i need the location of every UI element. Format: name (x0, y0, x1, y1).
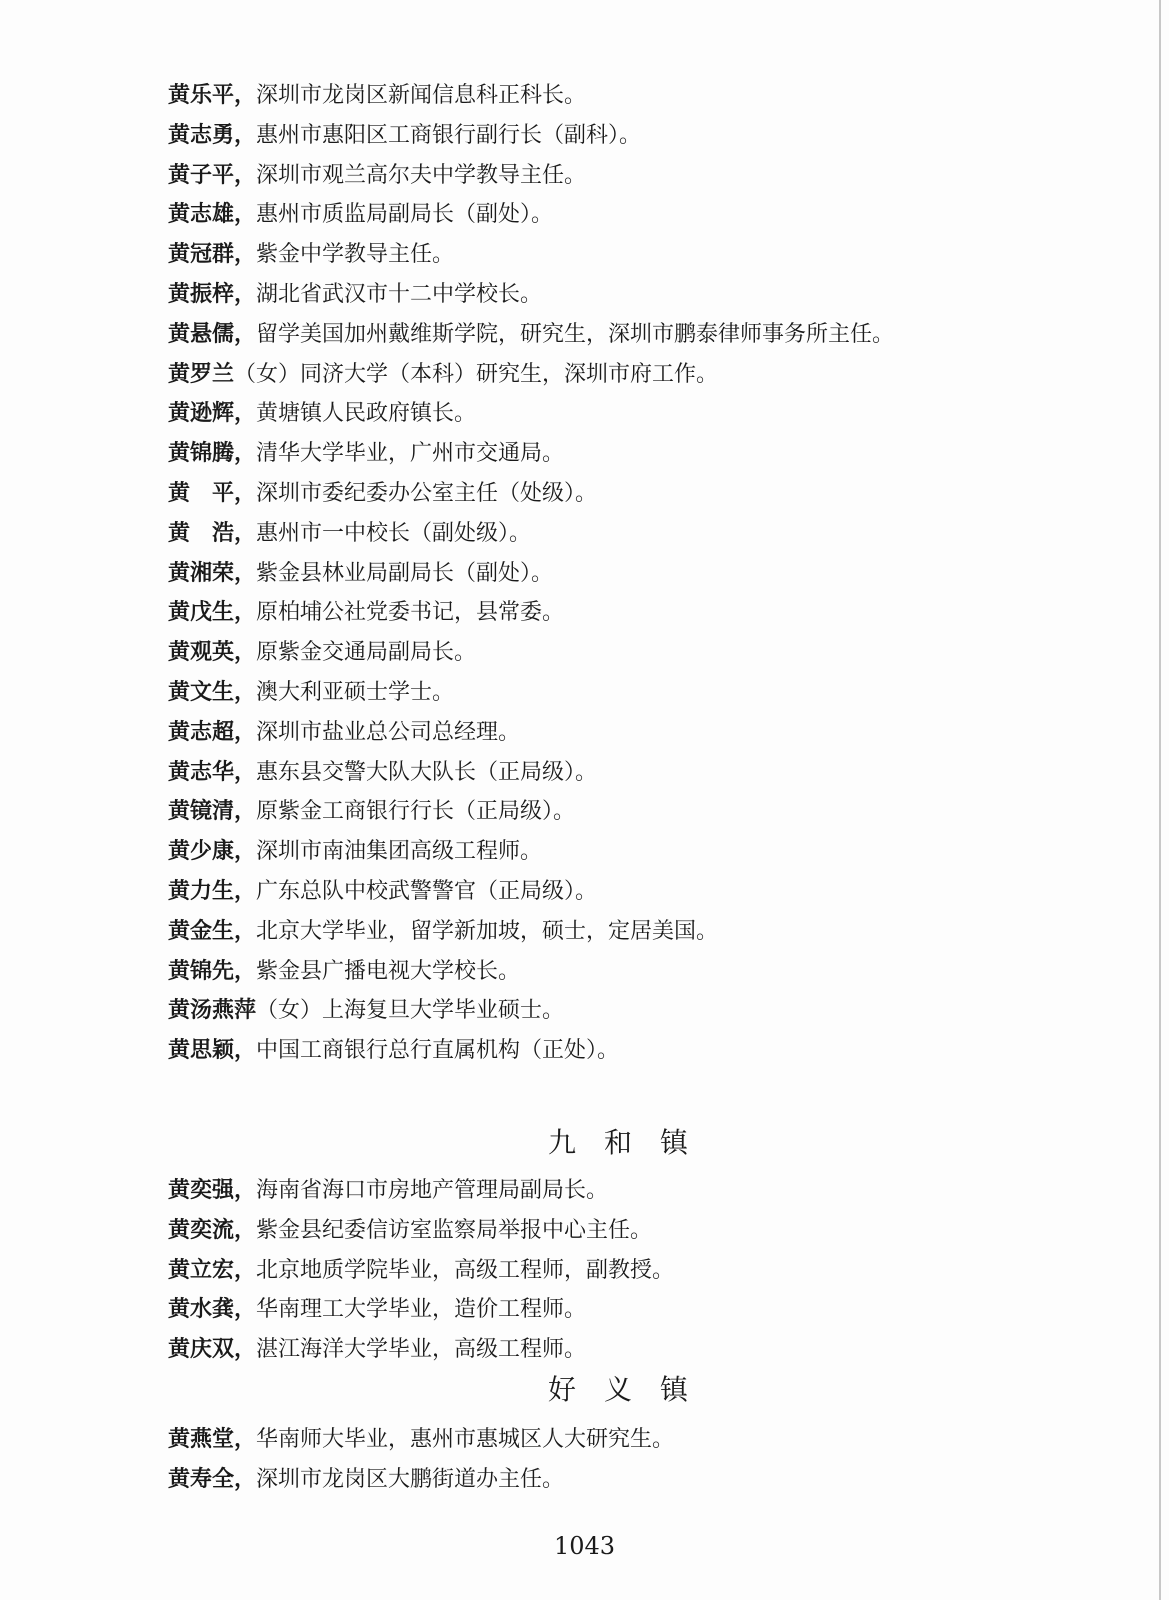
list-item: 黄志雄，惠州市质监局副局长（副处）。 (168, 201, 554, 228)
person-description: （女）上海复旦大学毕业硕士。 (256, 998, 565, 1024)
list-item: 黄思颖，中国工商银行总行直属机构（正处）。 (168, 1037, 620, 1064)
list-item: 黄志超，深圳市盐业总公司总经理。 (168, 718, 521, 745)
person-description: 深圳市南油集团高级工程师。 (256, 839, 543, 865)
person-description: 惠州市惠阳区工商银行副行长（副科）。 (256, 122, 642, 148)
list-item: 黄 浩，惠州市一中校长（副处级）。 (168, 519, 532, 546)
person-description: 原柏埔公社党委书记，县常委。 (256, 600, 565, 626)
person-name: 黄燕堂 (168, 1425, 235, 1452)
section-heading-jiuhe: 九和镇 (547, 1125, 716, 1159)
section-main (168, 76, 1068, 1071)
person-description: 北京地质学院毕业，高级工程师，副教授。 (256, 1257, 675, 1283)
person-name: 黄悬儒 (168, 320, 235, 347)
person-description: 留学美国加州戴维斯学院，研究生，深圳市鹏泰律师事务所主任。 (256, 321, 895, 347)
list-item: 黄戊生，原柏埔公社党委书记，县常委。 (168, 599, 565, 626)
list-item: 黄力生，广东总队中校武警警官（正局级）。 (168, 877, 598, 904)
section-haoyi (168, 1420, 1068, 1500)
list-item: 黄寿全，深圳市龙岗区大鹏街道办主任。 (168, 1465, 565, 1492)
person-name: 黄振梓 (168, 280, 235, 307)
person-description: 深圳市盐业总公司总经理。 (256, 719, 521, 745)
person-description: 深圳市委纪委办公室主任（处级）。 (256, 480, 598, 506)
list-item: 黄乐平，深圳市龙岗区新闻信息科正科长。 (168, 82, 587, 108)
section-jiuhe (168, 1171, 1068, 1370)
person-name: 黄奕强 (168, 1176, 235, 1203)
person-name: 黄湘荣 (168, 559, 235, 586)
list-item: 黄振梓，湖北省武汉市十二中学校长。 (168, 280, 543, 307)
person-name: 黄冠群 (168, 241, 235, 268)
person-name: 黄志华 (168, 758, 235, 785)
person-name: 黄志雄 (168, 201, 235, 228)
person-description: 北京大学毕业，留学新加坡，硕士，定居美国。 (256, 918, 719, 944)
list-item: 黄锦腾，清华大学毕业，广州市交通局。 (168, 440, 565, 467)
person-description: 原紫金交通局副局长。 (256, 640, 477, 666)
page-number: 1043 (553, 1532, 616, 1560)
person-description: 紫金县纪委信访室监察局举报中心主任。 (256, 1217, 653, 1243)
list-item: 黄逊辉，黄塘镇人民政府镇长。 (168, 400, 477, 427)
list-item: 黄金生，北京大学毕业，留学新加坡，硕士，定居美国。 (168, 917, 719, 944)
person-name: 黄志勇 (168, 121, 235, 148)
person-name: 黄立宏 (168, 1256, 235, 1283)
list-item: 黄志华，惠东县交警大队大队长（正局级）。 (168, 758, 598, 785)
section-heading-haoyi: 好义镇 (547, 1372, 716, 1406)
person-name: 黄寿全 (168, 1465, 235, 1492)
list-item: 黄子平，深圳市观兰高尔夫中学教导主任。 (168, 161, 587, 188)
person-description: 中国工商银行总行直属机构（正处）。 (256, 1038, 620, 1064)
person-description: 湖北省武汉市十二中学校长。 (256, 281, 543, 307)
list-item: 黄文生，澳大利亚硕士学士。 (168, 678, 455, 705)
person-description: 紫金中学教导主任。 (256, 242, 455, 268)
person-name: 黄文生 (168, 678, 235, 705)
scan-edge-line (1159, 0, 1161, 1600)
list-item: 黄锦先，紫金县广播电视大学校长。 (168, 957, 521, 984)
person-description: 深圳市龙岗区新闻信息科正科长。 (256, 83, 587, 108)
person-name: 黄锦腾 (168, 440, 235, 467)
person-name: 黄志超 (168, 718, 235, 745)
list-item: 黄冠群，紫金中学教导主任。 (168, 241, 455, 268)
person-description: 广东总队中校武警警官（正局级）。 (256, 878, 598, 904)
list-item: 黄奕流，紫金县纪委信访室监察局举报中心主任。 (168, 1216, 653, 1243)
list-item: 黄少康，深圳市南油集团高级工程师。 (168, 838, 543, 865)
person-description: 清华大学毕业，广州市交通局。 (256, 441, 565, 467)
person-name: 黄少康 (168, 838, 235, 865)
list-item: 黄湘荣，紫金县林业局副局长（副处）。 (168, 559, 554, 586)
person-name: 黄戊生 (168, 599, 235, 626)
person-name: 黄镜清 (168, 798, 235, 825)
person-name: 黄逊辉 (168, 400, 235, 427)
list-item: 黄志勇，惠州市惠阳区工商银行副行长（副科）。 (168, 121, 642, 148)
person-description: 华南师大毕业，惠州市惠城区人大研究生。 (256, 1426, 675, 1452)
person-description: 惠州市质监局副局长（副处）。 (256, 202, 554, 228)
person-name: 黄金生 (168, 917, 235, 944)
person-name: 黄水龚 (168, 1296, 235, 1323)
person-description: 惠东县交警大队大队长（正局级）。 (256, 759, 598, 785)
list-item: 黄燕堂，华南师大毕业，惠州市惠城区人大研究生。 (168, 1425, 675, 1452)
list-item: 黄悬儒，留学美国加州戴维斯学院，研究生，深圳市鹏泰律师事务所主任。 (168, 320, 895, 347)
document-content (168, 76, 1068, 1500)
person-name: 黄 平 (168, 479, 235, 506)
list-item: 黄奕强，海南省海口市房地产管理局副局长。 (168, 1176, 609, 1203)
person-description: 华南理工大学毕业，造价工程师。 (256, 1297, 587, 1323)
person-name: 黄力生 (168, 877, 235, 904)
person-name: 黄 浩 (168, 519, 235, 546)
person-description: 惠州市一中校长（副处级）。 (256, 520, 532, 546)
person-description: 原紫金工商银行行长（正局级）。 (256, 799, 576, 825)
list-item: 黄镜清，原紫金工商银行行长（正局级）。 (168, 798, 576, 825)
person-name: 黄乐平 (168, 82, 235, 108)
person-description: 深圳市观兰高尔夫中学教导主任。 (256, 162, 587, 188)
person-name: 黄奕流 (168, 1216, 235, 1243)
person-description: 深圳市龙岗区大鹏街道办主任。 (256, 1466, 565, 1492)
list-item: 黄观英，原紫金交通局副局长。 (168, 639, 477, 666)
person-description: 澳大利亚硕士学士。 (256, 679, 455, 705)
person-name: 黄罗兰 (168, 360, 235, 387)
list-item (168, 355, 1068, 395)
person-name: 黄汤燕萍 (168, 997, 257, 1024)
person-description: 海南省海口市房地产管理局副局长。 (256, 1177, 609, 1203)
person-name: 黄思颖 (168, 1037, 235, 1064)
person-description: 紫金县林业局副局长（副处）。 (256, 560, 554, 586)
list-item: 黄 平，深圳市委纪委办公室主任（处级）。 (168, 479, 598, 506)
person-name: 黄锦先 (168, 957, 235, 984)
person-name: 黄庆双 (168, 1336, 235, 1363)
person-description: 紫金县广播电视大学校长。 (256, 958, 521, 984)
person-description: 湛江海洋大学毕业，高级工程师。 (256, 1337, 587, 1363)
list-item (168, 991, 1068, 1031)
person-name: 黄观英 (168, 639, 235, 666)
person-name: 黄子平 (168, 161, 235, 188)
person-description: （女）同济大学（本科）研究生，深圳市府工作。 (234, 361, 719, 387)
list-item: 黄立宏，北京地质学院毕业，高级工程师，副教授。 (168, 1256, 675, 1283)
list-item: 黄庆双，湛江海洋大学毕业，高级工程师。 (168, 1336, 587, 1363)
person-description: 黄塘镇人民政府镇长。 (256, 401, 477, 427)
list-item: 黄水龚，华南理工大学毕业，造价工程师。 (168, 1296, 587, 1323)
